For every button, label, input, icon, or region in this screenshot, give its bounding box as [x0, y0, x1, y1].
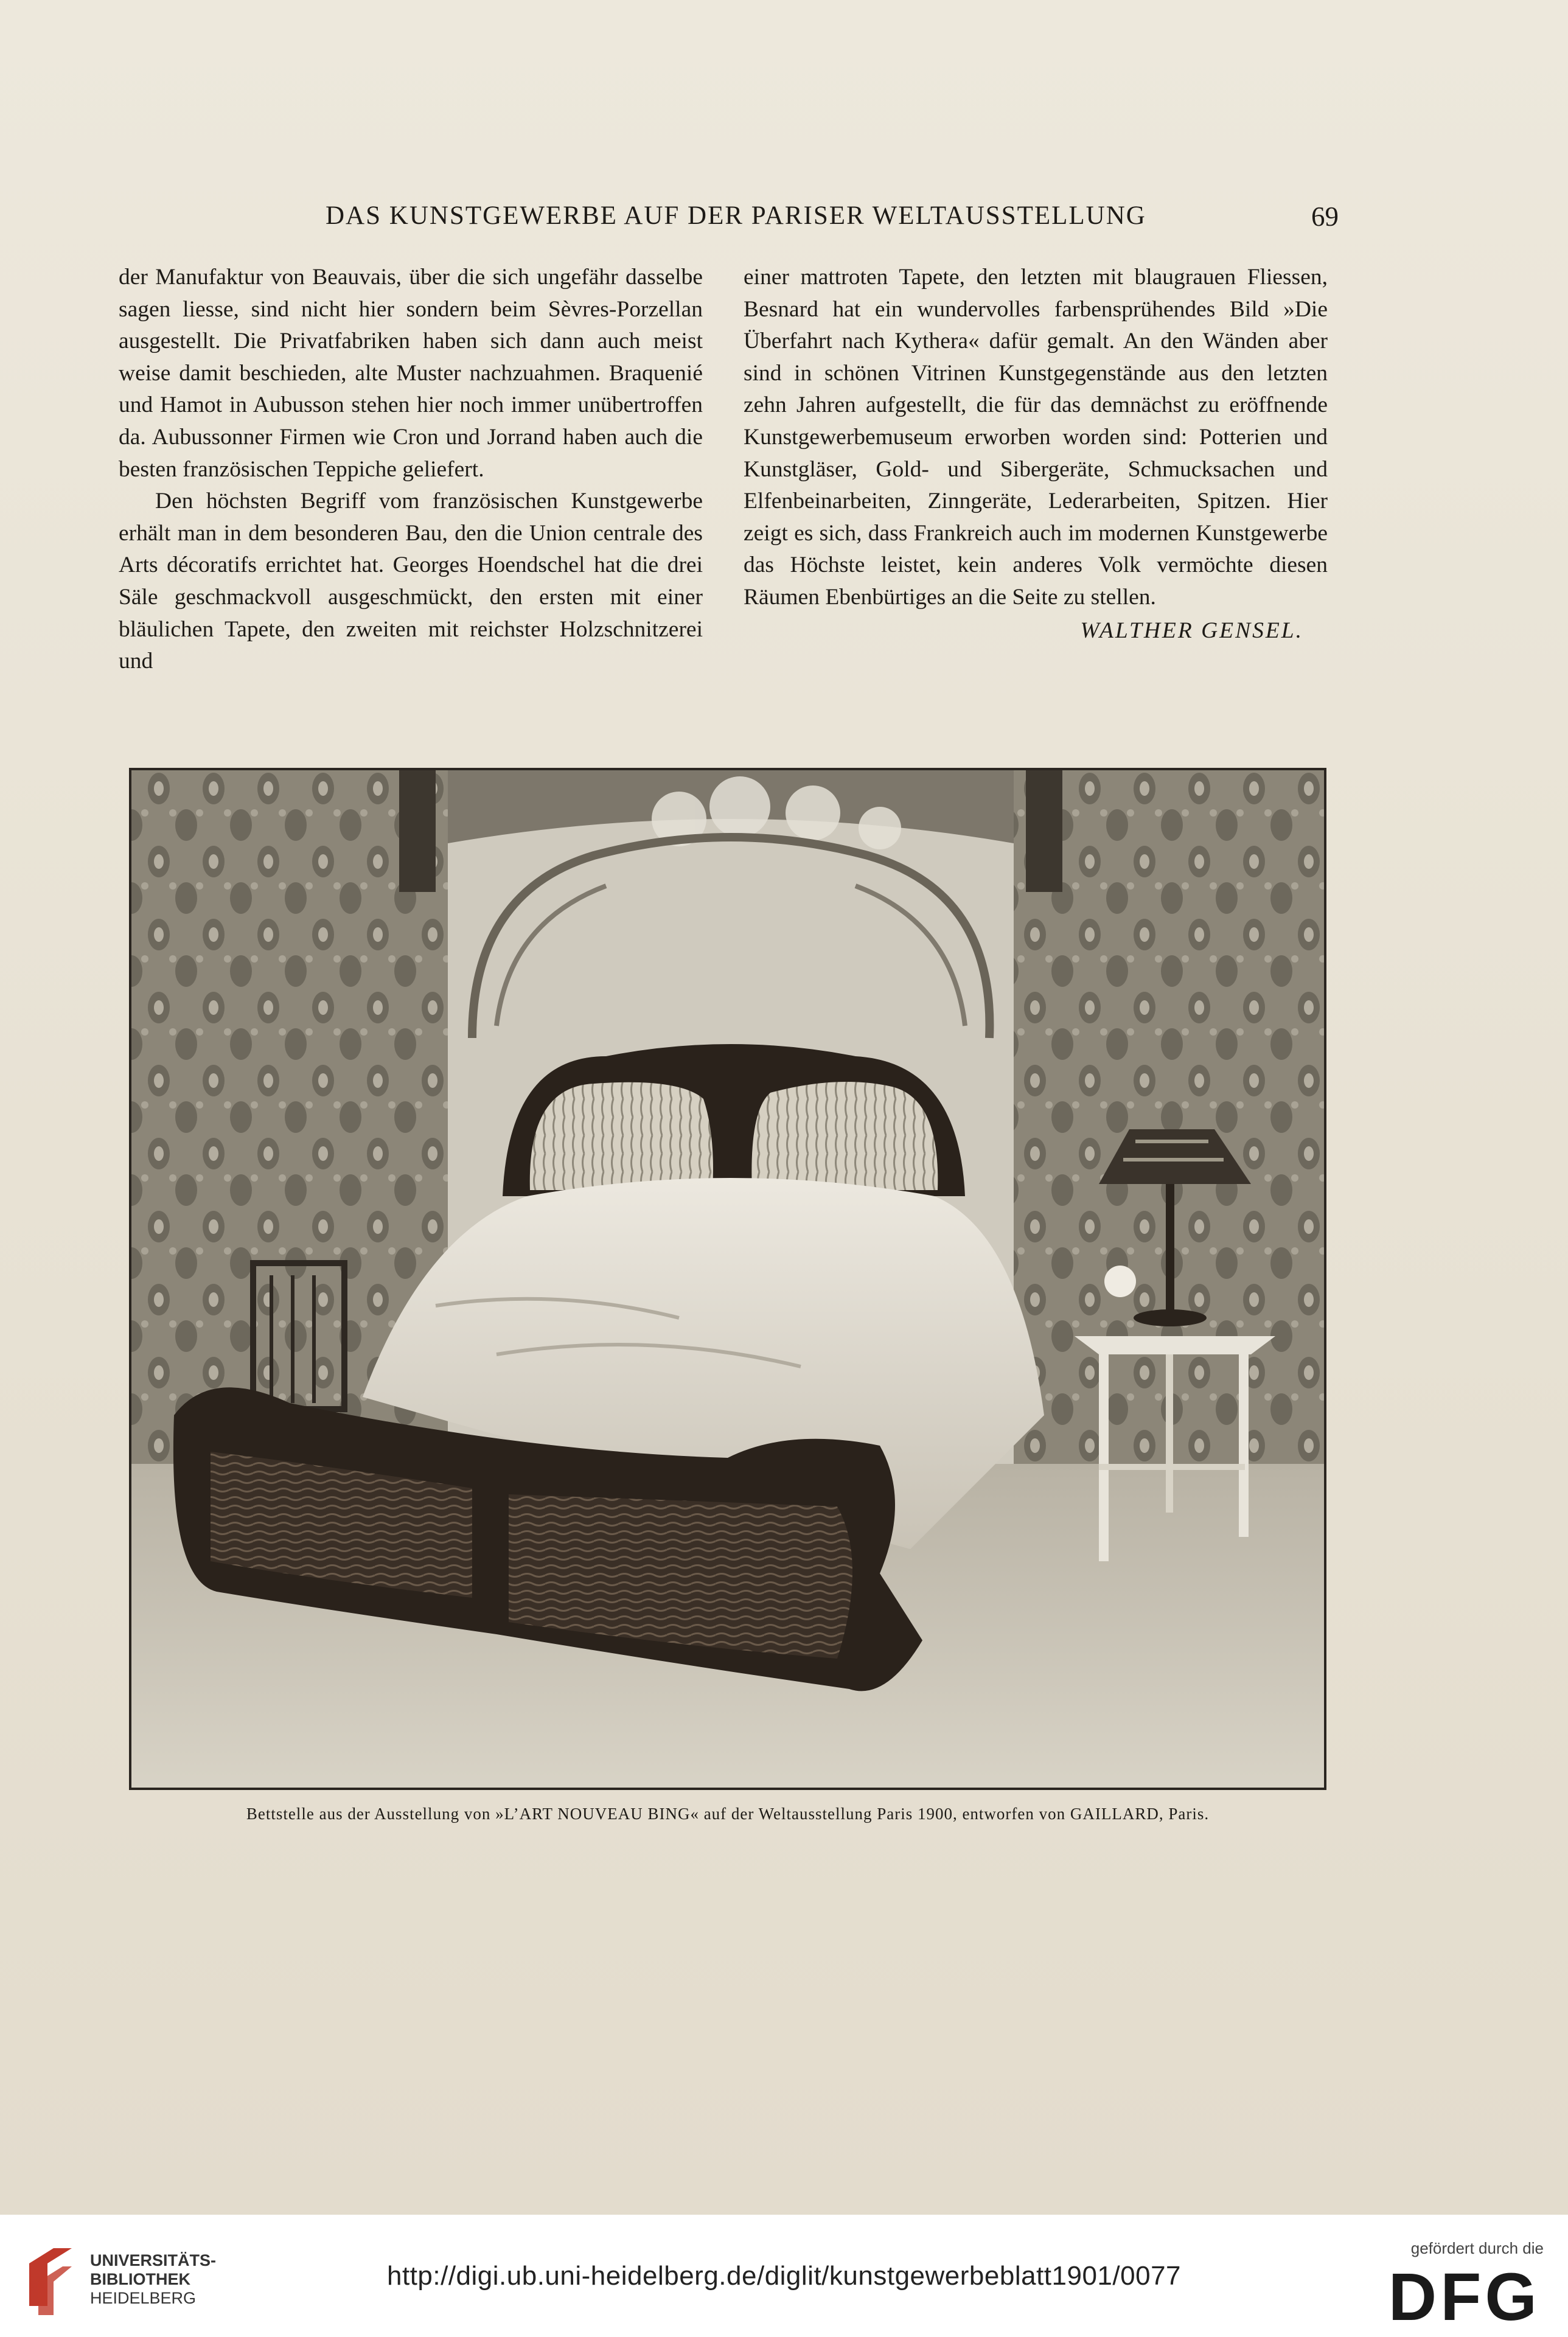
text-column-left	[119, 262, 703, 678]
library-name-line: BIBLIOTHEK	[90, 2270, 190, 2288]
footer-bar	[0, 2215, 1568, 2337]
library-name-line: UNIVERSITÄTS-	[90, 2251, 217, 2269]
dfg-logo-icon: DFG	[1388, 2260, 1541, 2335]
running-title: DAS KUNSTGEWERBE AUF DER PARISER WELTAUSSTELLUNG	[326, 201, 1146, 230]
funding-note: gefördert durch die	[1410, 2239, 1544, 2257]
photo-illustration	[131, 770, 1324, 1788]
text-column-right	[744, 262, 1328, 647]
permalink-url[interactable]: http://digi.ub.uni-heidelberg.de/diglit/kunstgewerbeblatt1901/0077	[386, 2261, 1182, 2291]
library-name-line: HEIDELBERG	[90, 2289, 197, 2307]
paragraph: der Manufaktur von Beauvais, über die sich ungefähr dasselbe sagen liesse, sind nicht hier sondern beim Sèvres-Porzellan ausgestellt. Die Privatfabriken haben sich dann auch meist weise damit beschieden, alte Muster nachzuahmen. Braquenié und Hamot in Aubusson stehen hier noch immer unübertroffen da. Aubussonner Firmen wie Cron und Jorrand haben auch die besten französischen Teppiche geliefert.	[119, 265, 703, 482]
paragraph: Den höchsten Begriff vom französischen Kunstgewerbe erhält man in dem besonderen Bau, den die Union centrale des Arts décoratifs errichtet hat. Georges Hoendschel hat die drei Säle geschmackvoll ausgeschmückt, den ersten mit einer bläulichen Tapete, den zweiten mit reichster Holzschnitzerei und	[119, 489, 703, 674]
page-number: 69	[1311, 201, 1339, 232]
bed-photograph	[129, 768, 1326, 1790]
running-head	[119, 201, 1339, 243]
figure-caption: Bettstelle aus der Ausstellung von »L’ART NOUVEAU BING« auf der Weltausstellung Paris 1900, entworfen von GAILLARD, Paris.	[246, 1805, 1210, 1823]
author-signature: WALTHER GENSEL.	[1080, 618, 1303, 643]
paragraph: einer mattroten Tapete, den letzten mit blaugrauen Fliessen, Besnard hat ein wundervolles farbensprühendes Bild »Die Überfahrt nach Kythera« dafür gemalt. An den Wänden aber sind in schönen Vitrinen Kunstgegenstände aus den letzten zehn Jahren aufgestellt, die für das demnächst zu eröffnende Kunstgewerbemuseum erworben worden sind: Potterien und Kunstgläser, Gold- und Sibergeräte, Schmucksachen und Elfenbeinarbeiten, Zinngeräte, Lederarbeiten, Spitzen. Hier zeigt es sich, dass Frankreich auch im modernen Kunstgewerbe das Höchste leistet, kein anderes Volk vermöchte diesen Räumen Ebenbürtiges an die Seite zu stellen.	[744, 265, 1328, 610]
